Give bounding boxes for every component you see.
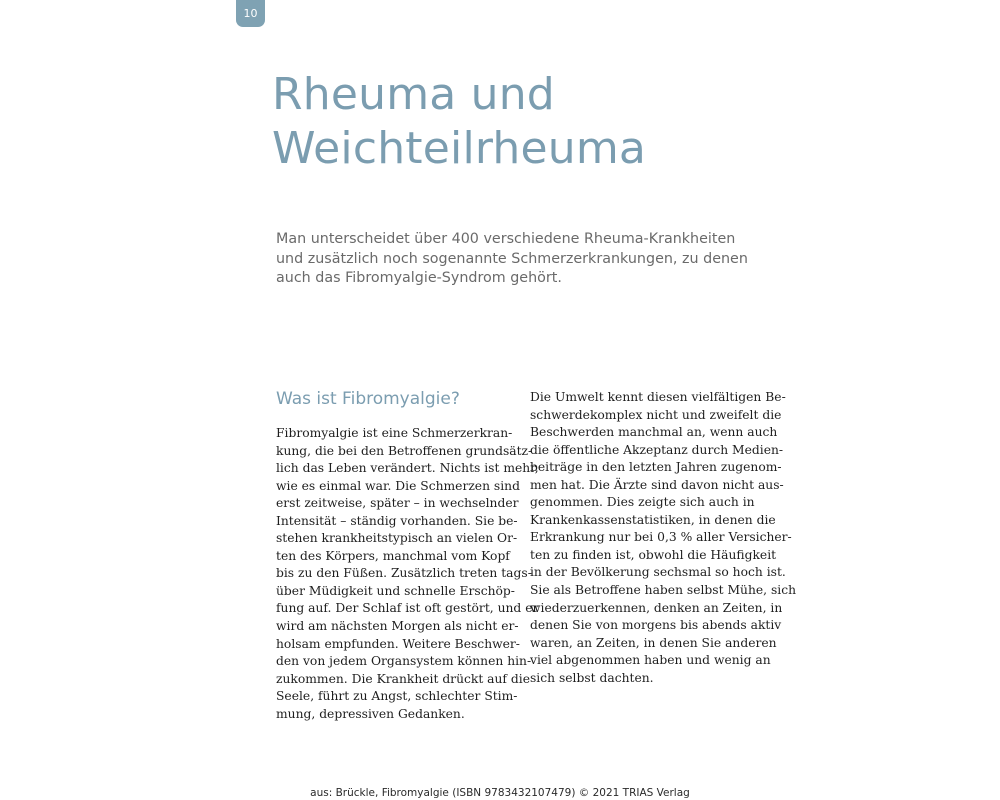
text-line: zukommen. Die Krankheit drückt auf die xyxy=(276,671,530,686)
text-line: mung, depressiven Gedanken. xyxy=(276,706,465,721)
text-line: bis zu den Füßen. Zusätzlich treten tags- xyxy=(276,566,532,581)
text-line: die öffentliche Akzeptanz durch Medien- xyxy=(530,442,784,457)
footer-credit: aus: Brückle, Fibromyalgie (ISBN 9783432107479) © 2021 TRIAS Verlag xyxy=(310,787,690,799)
text-line: men hat. Die Ärzte sind davon nicht aus- xyxy=(530,477,784,492)
text-line: Sie als Betroffene haben selbst Mühe, sich xyxy=(530,583,797,598)
intro-paragraph xyxy=(276,230,776,289)
intro-line: Man unterscheidet über 400 verschiedene Rheuma-Krankheiten xyxy=(276,231,736,247)
intro-line: auch das Fibromyalgie-Syndrom gehört. xyxy=(276,270,562,286)
text-line: erst zeitweise, später – in wechselnder xyxy=(276,496,519,511)
text-line: über Müdigkeit und schnelle Erschöp- xyxy=(276,583,515,598)
text-line: waren, an Zeiten, in denen Sie anderen xyxy=(530,635,777,650)
text-line: ten des Körpers, manchmal vom Kopf xyxy=(276,548,510,563)
intro-line: und zusätzlich noch sogenannte Schmerzerkrankungen, zu denen xyxy=(276,250,748,267)
text-line: Intensität – ständig vorhanden. Sie be- xyxy=(276,513,518,528)
text-line: Die Umwelt kennt diesen vielfältigen Be- xyxy=(530,390,786,404)
chapter-title xyxy=(272,68,646,176)
text-line: den von jedem Organsystem können hin- xyxy=(276,654,532,669)
page-number-badge: 10 xyxy=(236,0,265,27)
chapter-title-line: Weichteilrheuma xyxy=(272,123,647,174)
text-line: sich selbst dachten. xyxy=(530,670,654,685)
text-line: Fibromyalgie ist eine Schmerzerkran- xyxy=(276,426,513,440)
text-line: Erkrankung nur bei 0,3 % aller Versicher- xyxy=(530,530,792,545)
text-line: kung, die bei den Betroffenen grundsätz- xyxy=(276,443,533,458)
text-line: wiederzuerkennen, denken an Zeiten, in xyxy=(530,600,783,615)
text-line: schwerdekomplex nicht und zweifelt die xyxy=(530,407,782,422)
text-line: in der Bevölkerung sechsmal so hoch ist. xyxy=(530,565,786,580)
text-line: beiträge in den letzten Jahren zugenom- xyxy=(530,460,782,475)
text-line: denen Sie von morgens bis abends aktiv xyxy=(530,618,782,633)
left-column-text xyxy=(276,425,539,723)
text-line: lich das Leben verändert. Nichts ist mehr, xyxy=(276,461,539,476)
text-line: Beschwerden manchmal an, wenn auch xyxy=(530,425,778,440)
text-line: fung auf. Der Schlaf ist oft gestört, und er xyxy=(276,601,539,616)
text-line: ten zu finden ist, obwohl die Häufigkeit xyxy=(530,547,777,562)
text-line: genommen. Dies zeigte sich auch in xyxy=(530,495,755,510)
text-line: wie es einmal war. Die Schmerzen sind xyxy=(276,478,520,493)
text-line: viel abgenommen haben und wenig an xyxy=(530,653,771,668)
text-line: wird am nächsten Morgen als nicht er- xyxy=(276,619,519,634)
section-heading: Was ist Fibromyalgie? xyxy=(276,389,460,409)
right-column-text xyxy=(530,389,796,687)
text-line: holsam empfunden. Weitere Beschwer- xyxy=(276,636,520,651)
chapter-title-line: Rheuma und xyxy=(272,69,555,120)
text-line: stehen krankheitstypisch an vielen Or- xyxy=(276,531,518,546)
text-line: Krankenkassenstatistiken, in denen die xyxy=(530,512,776,527)
text-line: Seele, führt zu Angst, schlechter Stim- xyxy=(276,689,518,704)
